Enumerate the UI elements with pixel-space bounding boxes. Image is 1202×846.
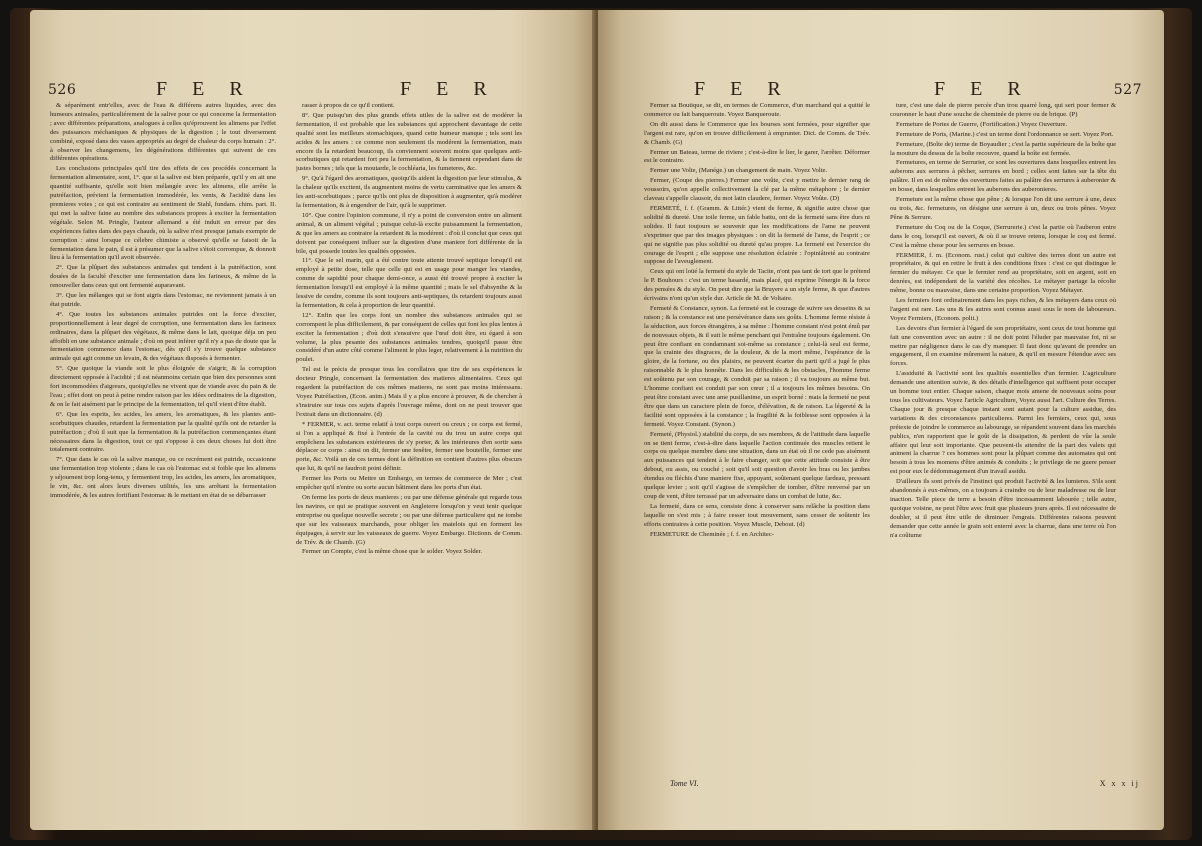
paragraph: La fermeté, dans ce sens, consiste donc à conserver sans relâche la position dans laquelle on s'est mis ; à faire cesser tout mouvement, sans cesser de soûtenir les efforts contraires à cette position. Voyez Muscle, Debout. (d) xyxy=(644,502,870,528)
paragraph: Les conclusions principales qu'il tire des effets de ces procédés concernant la fermentation alimentaire, sont, 1°. que si la salive est bien préparée, qu'il y en ait une quantité suffisante, qu'elle soit bien mélangée avec les alimens, elle arrête la putréfaction, prévient la fermentation immodérée, les vents, & l'acidité dans les premieres voies ; ce qui est contraire au sentiment de Stahl, fundam. chim. part. II. qui met la salive faine au nombre des substances propres à exciter la fermentation végétale. Selon M. Pringle, l'auteur allemand a été induit en erreur par des expériences faites dans des pays chauds, où la salive n'est presque jamais exempte de corruption : ainsi lorsque ce célebre chimiste a observé qu'elle se faisoit de la fermentation dans le pain, il est à présumer que la salive s'étoit corrompue, & donnoit lieu à la fermentation qu'il avoit observée. xyxy=(50,165,276,262)
signature-mark: X x x ij xyxy=(1099,779,1140,788)
paragraph: 3°. Que les mêlanges qui se font aigris dans l'estomac, ne reviennent jamais à un état putride. xyxy=(50,292,276,308)
paragraph: Fermeture du Coq ou de la Coque, (Serrurerie.) c'est la partie où l'auberon entre dans le coq, lorsqu'il est ouvert, & où il se trouve retenu, lorsque le coq est fermé. C'est la même chose pour les serrures en bosse. xyxy=(890,223,1116,249)
paragraph: 4°. Que toutes les substances animales putrides ont la force d'exciter, proportionnellement à leur degré de corruption, une fermentation dans les farineux ordinaires, dans la plûpart des végétaux, & même dans le lait, quoique déja un peu affoibli en une substance animale ; d'où on peut inférer qu'il n'y a pas de doute que la fermentation commence dans l'estomac, dès qu'il s'y trouve quelque substance animale qui agit comme un levain, & des végétaux disposés à fermenter. xyxy=(50,310,276,363)
paragraph: Fermer une Volte, (Manége.) un changement de main. Voyez Volte. xyxy=(650,167,828,175)
paragraph: 11°. Que le sel marin, qui a été contre toute attente trouvé septique lorsqu'il est employé à petite dose, telle que celle qui est en usage pour manger les viandes, comme de sapidité pour chaque demi-once, a aussi été trouvé propre à exciter la fermentation lorsqu'il est employé à la même quantité ; mais le sel d'absynthe & la lessive de cendre, comme ils sont toujours anti-septiques, ils retardent toujours aussi la fermentation, & cela à proportion de leur quantité. xyxy=(296,257,522,309)
paragraph: 10°. Que contre l'opinion commune, il n'y a point de conversion entre un aliment animal, & un aliment végétal ; puisque celui-là excite puissamment la fermentation, & que les amers au contraire la retardent & la modérent : d'où il conclut que ceux qui doivent par conséquent influer sur la digestion d'une maniere fort différente de la bile, qui possede toutes les qualités opposées. xyxy=(296,211,522,255)
paragraph: Fermetures, en terme de Serrurier, ce sont les ouvertures dans lesquelles entrent les auberons aux serrures à pêcher, serrures en bord ; celles sont faites sur la tête du palâtre. Il en est de même des ouvertures faites au palâtre des serrures à auberonier & en bosse, dans lesquelles entrent les auberons des auberonieres. xyxy=(890,159,1116,194)
volume-footer: Tome VI. xyxy=(670,779,699,788)
text-column-2 xyxy=(890,102,1116,792)
paragraph: Fermer sa Boutique, se dit, en termes de Commerce, d'un marchand qui a quitté le commerce ou fait banqueroute. Voyez Banqueroute. xyxy=(644,102,870,118)
paragraph: Les fermiers font ordinairement dans les pays riches, & les métayers dans ceux où l'argent est rare. Les uns & les autres sont connus aussi sous le nom de laboureurs. Voyez Fermiers, (Econom. polit.) xyxy=(890,297,1116,322)
paragraph: Fermeté, (Physiol.) stabilité du corps, de ses membres, & de l'attitude dans laquelle on se tient ferme, c'est-à-dire dans laquelle l'action continuée des muscles retient le corps ou quelque membre dans une situation, dans un état où il ne cede pas aisément aux puissances qui tendent à le faire changer, soit que cette attitude consiste à être debout, ou assis, ou couché ; soit qu'il soit question d'avoir les bras ou les jambes étendus ou fléchis d'une maniere fixe, appuyant, soûtenant quelque fardeau, pressant quelque levier ; soit qu'il s'agisse de s'empêcher de tomber, d'être renversé par un coup de vent, d'être terrassé par un adversaire dans un combat de lutte, &c. xyxy=(644,430,870,500)
paragraph: Ceux qui ont loüé la fermeté du style de Tacite, n'ont pas tant de tort que le prétend le P. Bouhours : c'est un terme hasardé, mais placé, qui exprime l'énergie & la force des pensées & du style. On peut dire que la Bruyere a un style ferme, & que d'autres écrivains n'ont qu'un style dur. Article de M. de Voltaire. xyxy=(644,268,870,303)
paragraph: Tel est le précis de presque tous les corollaires que tire de ses expériences le docteur Pringle, concernant la fermentation des matieres alimentaires. Ceux qui regardent la putréfaction de ces mêmes matieres, ne sont pas moins intéressans. Voyez Putréfaction, (Econ. anim.) Mais il y a plus encore à prouver, & de chercher à s'instruire sur tous ces sujets d'après l'ouvrage même, dont on ne peut trouver que l'extrait dans un dictionnaire. (d) xyxy=(296,366,522,418)
paragraph: On dit aussi dans le Commerce que les bourses sont fermées, pour signifier que l'argent est rare, qu'on en trouve difficilement à emprunter. Dict. de Comm. de Trév. & Chamb. (G) xyxy=(644,120,870,146)
text-column-1 xyxy=(644,102,870,792)
page-number: 526 xyxy=(48,82,77,98)
paragraph: Fermer les Ports ou Mettre un Embargo, en termes de commerce de Mer ; c'est empêcher qu'il n'entre ou sorte aucun bâtiment dans les ports d'un état. xyxy=(296,475,522,492)
paragraph: Fermeture de Portes de Guerre, (Fortification.) Voyez Ouverture. xyxy=(896,120,1068,128)
page-number: 527 xyxy=(1113,82,1142,98)
paragraph: 9°. Qu'à l'égard des aromatiques, quoiqu'ils aident la digestion par leur stimulus, & la chaleur qu'ils excitent, ils augmentent moins de vertu carminative que les amers & les anti-scorbutiques ; parce qu'ils ont plus de disposition à augmenter, qu'à modérer la fermentation, & à engendrer de l'air, qu'à le supprimer. xyxy=(296,175,522,209)
paragraph: Fermeté & Constance, synon. La fermeté est le courage de suivre ses desseins & sa raison ; & la constance est une persévérance dans ses goûts. L'homme ferme résiste à la séduction, aux forces étrangères, à sa même : l'homme constant n'est point émû par de nouveaux objets, & il suit le même penchant qui l'entraîne toujours également. On peut être confiant en condamnant soi-même sa constance ; celui-là seul est ferme, que la crainte des disgraces, de la douleur, & de la mort même, l'espérance de la gloire, de la fortune, ou des plaisirs, ne peuvent écarter du parti qu'il a jugé le plus raisonnable & le plus honnête. Dans les difficultés & les obstacles, l'homme ferme est soûtenu par son courage, & conduit par sa raison ; il va toujours au même but. L'homme confiant est conduit par son cœur ; il a toujours les mêmes besoins. On peut être constant avec une ame pusillanime, un esprit borné : mais la fermeté ne peut être que dans un caractere plein de force, d'élévation, & de raison. La légereté & la facilité sont opposées à la constance ; la fragilité & la foiblesse sont opposées à la fermeté. Voyez Constant. (Synon.) xyxy=(644,304,870,428)
paragraph: rasser à propos de ce qu'il contient. xyxy=(302,102,395,109)
paragraph: * FERMER, v. act. terme relatif à tout corps ouvert ou creux ; ce corps est fermé, si l'on a appliqué & fixé à l'entrée de la cavité ou du trou un autre corps qui empêchera les substances extérieures de s'y porter, & les intérieures d'en sortir sans déplacer ce corps : ainsi on dit, fermer une fenêtre, fermer une bouteille, fermer une porte, &c. Voilà un de ces termes dont la définition en contient d'autres plus obscurs que lui, & qu'il ne faudroit point définir. xyxy=(296,420,522,473)
paragraph: Fermeture, (Boîte de) terme de Boyaudier ; c'est la partie supérieure de la boîte que la mouture du dessus de la boîte recouvre, quand la boîte est fermée. xyxy=(890,140,1116,157)
text-column-2 xyxy=(296,102,522,792)
paragraph: & séparément entr'elles, avec de l'eau & différens autres liquides, avec des humeurs animales, particuliérement de la salive pour ce qui concerne la fermentation ; avec différentes préparations, analogues à celles qu'éprouvent les alimens par l'effet des puissances méchaniques & physiques de la digestion ; le tout diversement combiné, exposé dans des vases appropriés au degré de chaleur du corps humain : 2°. à observer les changemens, les dégénérations différentes qui suivent de ces différentes opérations. xyxy=(50,102,276,163)
paragraph: 5°. Que quoique la viande soit le plus éloignée de s'aigrir, & la corruption directement opposée à l'acidité ; il est néanmoins certain que bien des personnes sont fort incommodées d'aigreurs, quoiqu'elles ne vivent que de viande avec du pain & de l'eau ; effet dont on peut à peine rendre raison par les idées ordinaires de la digestion, & on le fait aisément par le principe de la fermentation, tel qu'il vient d'être établi. xyxy=(50,365,276,408)
running-head-left: F E R xyxy=(694,78,791,100)
paragraph: Fermer un Bateau, terme de riviere ; c'est-à-dire le lier, le garer, l'arrêter. Déformer est le contraire. xyxy=(644,148,870,165)
paragraph: ture, c'est une dale de pierre percée d'un trou quarré long, qui sert pour fermer & couronner le haut d'une souche de cheminée de pierre ou de brique. (P) xyxy=(890,102,1116,118)
right-page xyxy=(598,10,1164,830)
paragraph: 7°. Que dans le cas où la salive manque, ou ce recrément est putride, occasionne une fermentation trop violente ; dans le cas où l'estomac est si foible que les alimens y séjournent trop long-tems, y fermentent trop, les acides, les amers, les aromatiques, le vin, &c. ont alors leurs diverses utilités, les uns arrêtant la fermentation immodérée, & les autres fortifiant l'estomac & le mettant en état de se débarrasser xyxy=(50,456,276,499)
paragraph: Les devoirs d'un fermier à l'égard de son propriétaire, sont ceux de tout homme qui fait une convention avec un autre : il ne doit point l'éluder par mauvaise foi, ni se mettre par négligence dans le cas d'y manquer. Il faut donc qu'avant de prendre un engagement, il en examine mûrement la nature, & qu'il en mesure l'étendue avec ses forces. xyxy=(890,324,1116,368)
paragraph: Fermer, (Coupe des pierres.) Fermer une voûte, c'est y mettre le dernier rang de voussoirs, qu'on appelle collectivement la clé par la même métaphore ; le dernier claveau s'appelle clausoir, du mot latin claudere, fermer. Voyez Voûte. (D) xyxy=(644,177,870,203)
running-head-left: F E R xyxy=(156,78,253,100)
running-head-right: F E R xyxy=(400,78,497,100)
paragraph: FERMETÉ, f. f. (Gramm. & Littér.) vient de ferme, & signifie autre chose que solidité & dureté. Une toile ferme, un fable battu, ont de la fermeté sans être durs ni solides. Il faut toujours se souvenir que les modifications de l'ame ne peuvent s'exprimer que par des images physiques : on dit la fermeté de l'ame, de l'esprit ; ce qui ne signifie pas plus solidité ou dureté qu'au propre. La fermeté est l'exercice du courage de l'esprit ; elle suppose une résolution éclairée : l'opiniâtreté au contraire suppose de l'aveuglement. xyxy=(644,204,870,266)
paragraph: 12°. Enfin que les corps font un nombre des substances animales qui se corrompent le plus difficilement, & par conséquent de celles qui font les plus lentes à exciter la fermentation ; d'où doit s'ensuivre que l'œuf doit être, eu égard à son volume, la plus pesante des substances animales tendres, quoiqu'il passe être considéré d'un autre côté comme l'aliment le plus leger, relativement à la nutrition du poulet. xyxy=(296,311,522,364)
paragraph: 8°. Que puisqu'un des plus grands effets utiles de la salive est de modérer la fermentation, il est probable que les substances qui approchent davantage de cette qualité sont les meilleurs stomachiques, quand cette humeur manque ; tels sont les acides & les amers : ce comme non seulement ils modérent la fermentation, mais encore ils la retardent beaucoup, ils conviennent souvent moins que quelques anti-scorbutiques qui retardent fort peu la fermentation, & la tiennent cependant dans de justes bornes ; tels que la moutarde, le cochléaria, les fumeteres, &c. xyxy=(296,111,522,173)
paragraph: Fermer un Compte, c'est la même chose que le solder. Voyez Solder. xyxy=(302,548,483,556)
paragraph: 2°. Que la plûpart des substances animales qui tendent à la putréfaction, sont douées de la faculté d'exciter une fermentation dans les farineux, & même de la renouveller dans ceux qui ont fermenté auparavant. xyxy=(50,264,276,290)
text-column-1 xyxy=(50,102,276,792)
running-head-right: F E R xyxy=(934,78,1031,100)
paragraph: Fermeture de Ports, (Marine.) c'est un terme dont l'ordonnance se sert. Voyez Port. xyxy=(896,130,1114,138)
paragraph: L'assiduité & l'activité sont les qualités essentielles d'un fermier. L'agriculture demande une attention suivie, & des détails d'intelligence qui suffisent pour occuper un homme tout entier. Chaque saison, chaque mois amene de nouveaux soins pour tous les cultivateurs. Voyez l'article Agriculture, Voyez aussi l'art. Culture des Terres. Chaque jour & presque chaque instant sont autant pour la culture assidue, des variations & des circonstances particulieres. Parmi les fermiers, ceux qui, sous prétexte de joindre le commerce au labourage, se répandent souvent dans les marchés publics, n'en rapportent que le goût de la dissipation, & perdent de vûe la seule affaire qui leur soit importante. Que peuvent-ils attendre de la part des valets qui animent la charrue ? ces hommes sont pour la plûpart comme des automates qui ont besoin à tous les momens d'être animés & conduits ; le privilege de ne guere penser est pour eux le dédommagement d'un travail assidu. xyxy=(890,370,1116,476)
paragraph: On ferme les ports de deux manieres ; ou par une défense générale qui regarde tous les navires, ce qui se pratique souvent en Angleterre lorsqu'on y veut tenir quelque entreprise ou quelque nouvelle secrete ; ou par une défense particuliere qui ne tombe que sur les vaisseaux marchands, pour obliger les matelots qui en forment les équipages, à servir sur les vaisseaux de guerre. Voyez Embargo. Dictionn. de Comm. de Trév. & de Chamb. (G) xyxy=(296,493,522,546)
paragraph: 6°. Que les esprits, les acides, les amers, les aromatiques, & les plantes anti-scorbutiques chaudes, retardent la fermentation par la qualité qu'ils ont de retarder la putréfaction ; d'où il suit que la fermentation & la putréfaction commençantes étant nécessaires dans la digestion, tout ce qui s'oppose à ces deux choses lui doit être totalement contraire. xyxy=(50,410,276,454)
left-page xyxy=(30,10,596,830)
paragraph: Fermeture est la même chose que pêne ; & lorsque l'on dit une serrure à une, deux ou trois, &c. fermetures, on désigne une serrure à un, deux ou trois pênes. Voyez Pêne & Serrure. xyxy=(890,196,1116,221)
paragraph: D'ailleurs ils sont privés de l'instinct qui produit l'activité & les lumieres. S'ils sont abandonnés à eux-mêmes, on a toujours à craindre ou de leur maladresse ou de leur inaction. Telle piece de terre a besoin d'être incessamment labourée ; telle autre, quoique voisine, ne peut l'être avec fruit que plusieurs jours après. Il est nécessaire de doubler, si il peut être utile de diminuer l'engrais. Différentes raisons peuvent demander que cette année le grain soit enterré avec la charrue, dans une terre où l'on n'a coûtume xyxy=(890,478,1116,539)
paragraph: FERMIER, f. m. (Econom. rust.) celui qui cultive des terres dont un autre est propriétaire, & qui en retire le fruit à des conditions fixes : c'est ce qui distingue le fermier du métayer. Ce que le fermier rend au propriétaire, soit en argent, soit en denrées, est indépendant de la variété des récoltes. Le métayer partage la récolte même, bonne ou mauvaise, dans une certaine proportion. Voyez Métayer. xyxy=(890,251,1116,295)
paragraph: FERMETURE de Cheminée ; f. f. en Architec- xyxy=(650,530,774,538)
